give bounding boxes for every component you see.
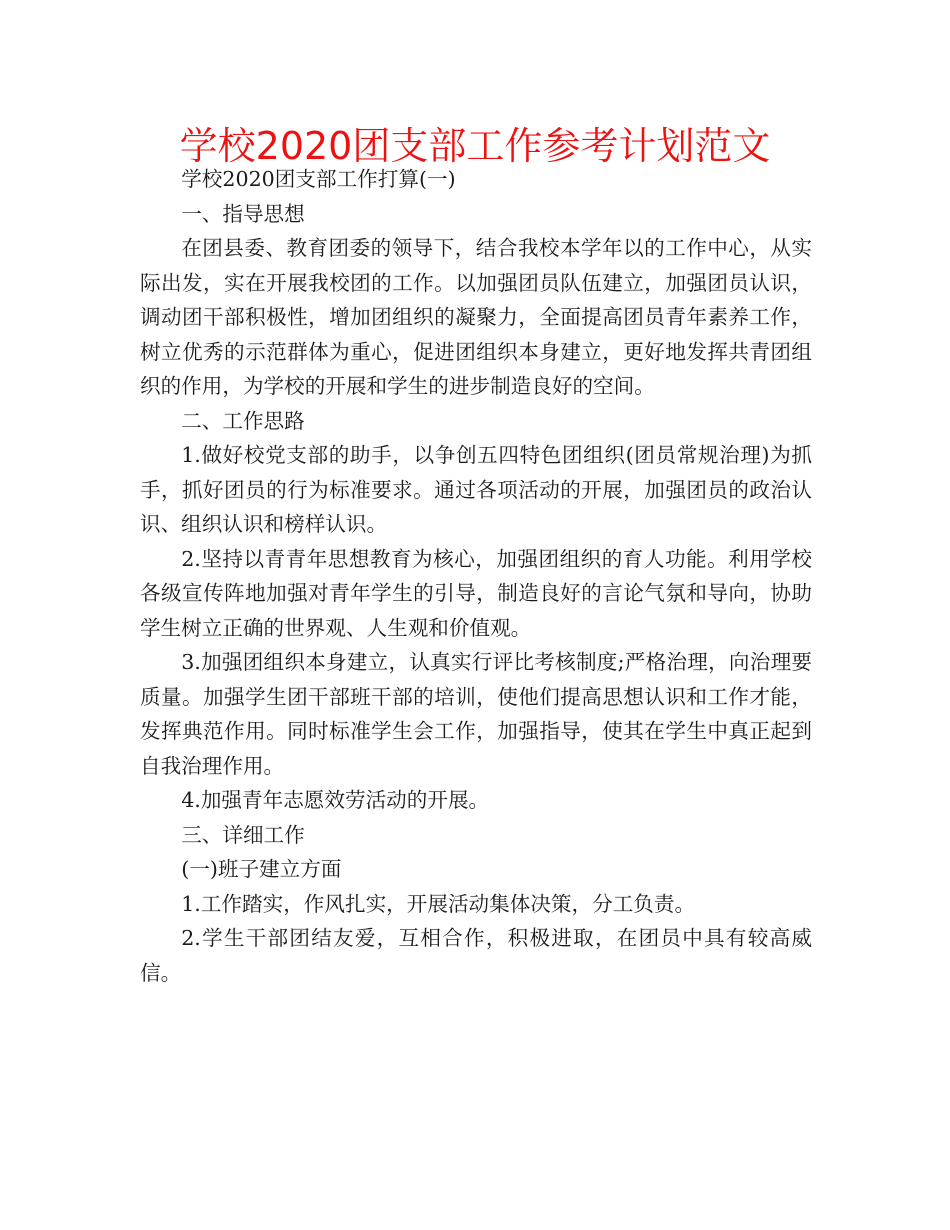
document-body	[140, 162, 812, 990]
paragraph-approach-1: 1.做好校党支部的助手，以争创五四特色团组织(团员常规治理)为抓手，抓好团员的行为标准要求。通过各项活动的开展，加强团员的政治认识、组织认识和榜样认识。	[140, 443, 812, 536]
paragraph-approach-3: 3.加强团组织本身建立，认真实行评比考核制度;严格治理，向治理要质量。加强学生团干部班干部的培训，使他们提高思想认识和工作才能，发挥典范作用。同时标准学生会工作，加强指导，使其在学生中真正起到自我治理作用。	[140, 650, 812, 778]
paragraph-team-1: 1.工作踏实，作风扎实，开展活动集体决策，分工负责。	[181, 891, 696, 916]
document-title: 学校2020团支部工作参考计划范文	[179, 124, 771, 168]
subheading-team-building: (一)班子建立方面	[181, 857, 342, 881]
heading-work-approach: 二、工作思路	[181, 408, 305, 433]
paragraph-guiding-thought: 在团县委、教育团委的领导下，结合我校本学年以的工作中心，从实际出发，实在开展我校团的工作。以加强团员队伍建立，加强团员认识，调动团干部积极性，增加团组织的凝聚力，全面提高团员青年素养工作，树立优秀的示范群体为重心，促进团组织本身建立，更好地发挥共青团组织的作用，为学校的开展和学生的进步制造良好的空间。	[140, 236, 812, 398]
paragraph-approach-2: 2.坚持以青青年思想教育为核心，加强团组织的育人功能。利用学校各级宣传阵地加强对青年学生的引导，制造良好的言论气氛和导向，协助学生树立正确的世界观、人生观和价值观。	[140, 546, 812, 640]
heading-guiding-thought: 一、指导思想	[181, 201, 305, 226]
paragraph-team-2: 2.学生干部团结友爱，互相合作，积极进取，在团员中具有较高威信。	[140, 926, 812, 985]
section-subtitle: 学校2020团支部工作打算(一)	[181, 167, 456, 191]
paragraph-approach-4: 4.加强青年志愿效劳活动的开展。	[181, 788, 490, 812]
heading-detailed-work: 三、详细工作	[181, 822, 305, 847]
